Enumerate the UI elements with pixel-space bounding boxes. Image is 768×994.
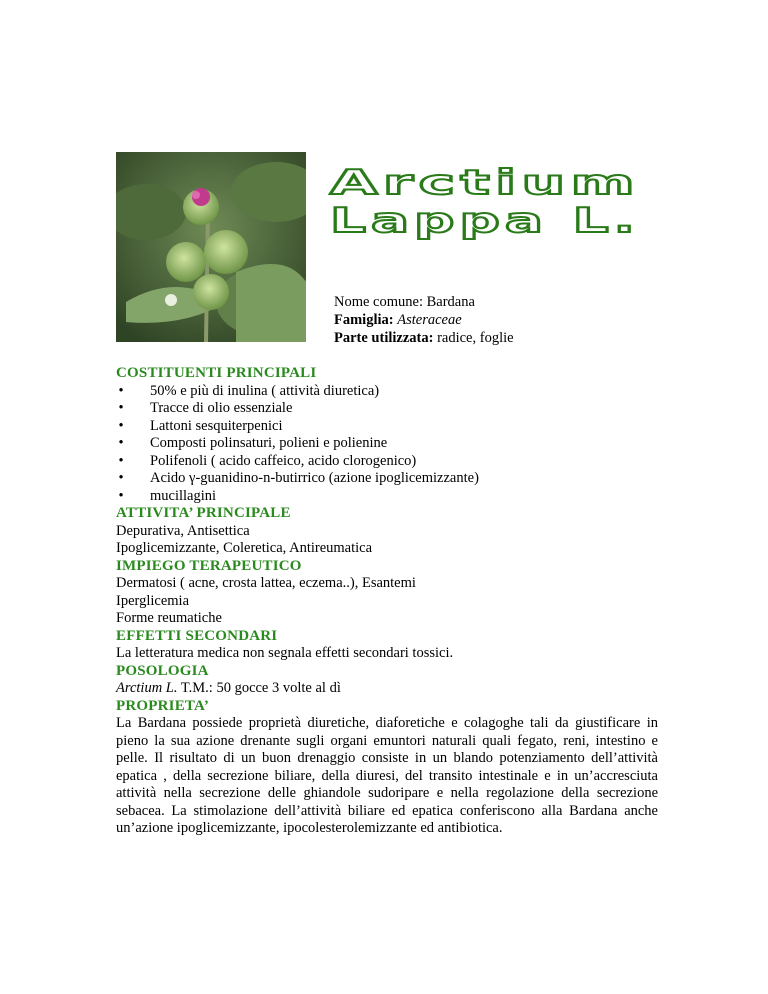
list-item-text: Acido γ-guanidino-n-butirrico (azione ipoglicemizzante): [150, 470, 479, 486]
posologia-plant-name: Arctium L.: [116, 680, 178, 696]
bullet-icon: •: [118, 417, 124, 434]
title-line-1: Arctium: [330, 163, 640, 203]
impiego-line: Dermatosi ( acne, crosta lattea, eczema..), Esantemi: [116, 575, 416, 591]
common-name-label: Nome comune:: [334, 294, 423, 310]
document-body: [116, 365, 658, 838]
heading-attivita: ATTIVITA’ PRINCIPALE: [116, 505, 291, 521]
heading-effetti: EFFETTI SECONDARI: [116, 627, 278, 644]
list-item: [116, 470, 658, 488]
posologia-line: [116, 680, 658, 698]
common-name-value: Bardana: [426, 294, 475, 310]
heading-posologia: POSOLOGIA: [116, 662, 209, 679]
bullet-icon: •: [118, 382, 124, 399]
attivita-line: Depurativa, Antisettica: [116, 522, 250, 539]
used-part-value: radice, foglie: [437, 330, 514, 346]
title-logo: [325, 160, 665, 240]
bullet-icon: •: [118, 452, 124, 469]
bullet-icon: •: [118, 470, 124, 486]
list-item-text: Tracce di olio essenziale: [150, 400, 293, 416]
costituenti-list: [116, 383, 658, 506]
bullet-icon: •: [118, 435, 124, 451]
heading-proprieta: PROPRIETA’: [116, 697, 210, 714]
family-row: [334, 311, 514, 329]
list-item: [116, 453, 658, 471]
list-item: [116, 435, 658, 453]
heading-costituenti: COSTITUENTI PRINCIPALI: [116, 365, 317, 381]
bullet-icon: •: [118, 400, 124, 416]
plant-info: [334, 293, 514, 347]
burdock-photo: [116, 152, 306, 342]
list-item-text: Lattoni sesquiterpenici: [150, 417, 283, 434]
burdock-plant-image: [116, 152, 306, 342]
attivita-line: Ipoglicemizzante, Coleretica, Antireumatica: [116, 540, 373, 556]
common-name-row: [334, 293, 514, 311]
title-line-2: Lappa L.: [330, 201, 640, 240]
impiego-line: Iperglicemia: [116, 592, 190, 609]
list-item-text: Polifenoli ( acido caffeico, acido clorogenico): [150, 452, 417, 469]
family-label: Famiglia:: [334, 312, 394, 328]
bullet-icon: •: [118, 487, 124, 504]
effetti-line: La letteratura medica non segnala effetti secondari tossici.: [116, 645, 454, 661]
proprieta-paragraph: La Bardana possiede proprietà diuretiche, diaforetiche e colagoghe tali da giustificare in pieno la sua azione drenante sugli organi emuntori naturali quali fegato, reni, intestino e pelle. Il risultato di un buon drenaggio consiste in un blando potenziamento dell’attività epatica , della secrezione biliare, della diuresi, del transito intestinale e in un’accresciuta attività nella secrezione delle ghiandole sudoripare e nella regolazione della secrezione sebacea. La stimolazione dell’attività biliare ed epatica conferiscono alla Bardana anche un’azione ipoglicemizzante, ipocolesterolemizzante ed antibiotica.: [116, 715, 658, 836]
posologia-dose: T.M.: 50 gocce 3 volte al dì: [177, 680, 341, 696]
list-item: [116, 400, 658, 418]
family-value: Asteraceae: [397, 312, 462, 328]
heading-impiego: IMPIEGO TERAPEUTICO: [116, 557, 302, 574]
used-part-label: Parte utilizzata:: [334, 330, 434, 346]
list-item: [116, 383, 658, 401]
list-item-text: mucillagini: [150, 487, 217, 504]
list-item-text: 50% e più di inulina ( attività diuretica): [150, 382, 380, 399]
list-item: [116, 488, 658, 506]
list-item: [116, 418, 658, 436]
impiego-line: Forme reumatiche: [116, 610, 222, 626]
used-part-row: [334, 329, 514, 347]
list-item-text: Composti polinsaturi, polieni e polienine: [150, 435, 388, 451]
